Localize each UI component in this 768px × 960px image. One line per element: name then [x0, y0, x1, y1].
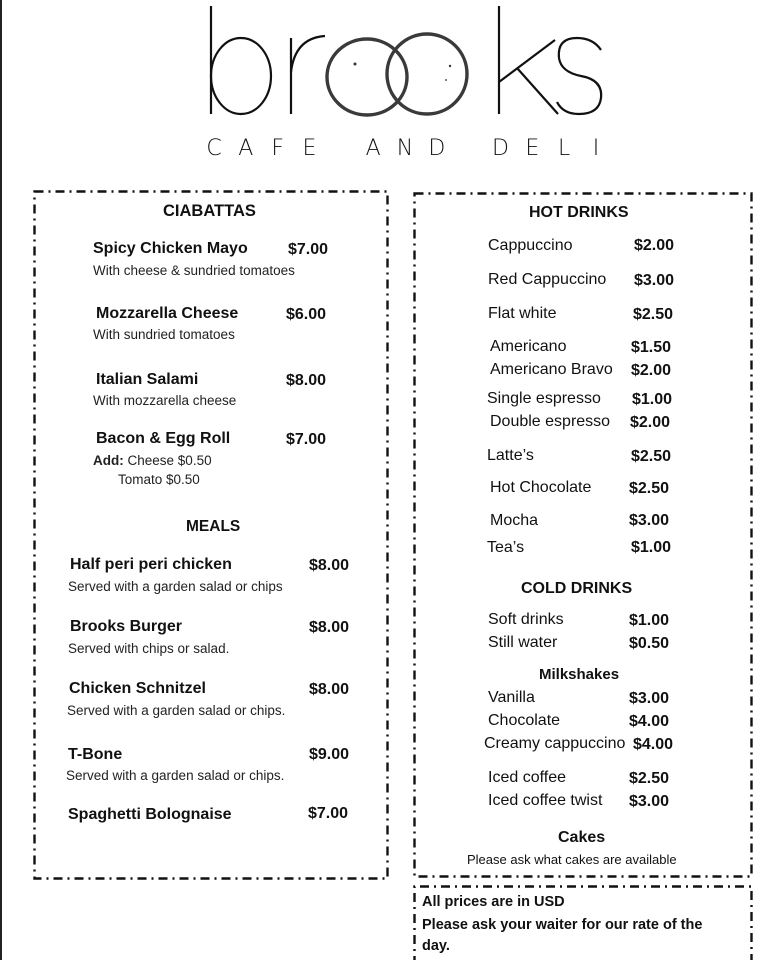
drink-name: Hot Chocolate: [490, 479, 592, 496]
drink-name: Flat white: [488, 305, 557, 322]
drink-name: Soft drinks: [488, 611, 564, 628]
tagline-letter: E: [525, 136, 540, 161]
drink-price: $1.00: [631, 539, 672, 556]
drink-price: $4.00: [629, 713, 670, 730]
menu-item-name: Brooks Burger: [70, 618, 183, 635]
drink-name: Mocha: [490, 512, 539, 529]
drink-name: Americano: [490, 338, 567, 355]
menu-item-price: $8.00: [309, 557, 350, 574]
tagline-letter: D: [428, 136, 446, 161]
addon-option: Cheese $0.50: [127, 453, 212, 468]
section-title-meals: MEALS: [186, 518, 241, 535]
menu-item-price: $8.00: [309, 619, 350, 636]
drink-name: Chocolate: [488, 712, 561, 729]
pricing-notice-panel: [413, 885, 753, 960]
tagline-letter: N: [396, 136, 414, 161]
page-edge-line: [0, 0, 2, 960]
tagline-letter: I: [592, 136, 600, 161]
drink-name: Iced coffee twist: [488, 792, 603, 809]
menu-item-name: Spaghetti Bolognaise: [68, 806, 232, 823]
tagline-letter: E: [302, 136, 317, 161]
menu-item-price: $9.00: [309, 746, 350, 763]
currency-notice: All prices are in USD: [422, 894, 565, 910]
drink-name: Iced coffee: [488, 769, 566, 786]
subsection-title-milkshakes: Milkshakes: [539, 666, 620, 683]
tagline-letter: C: [206, 136, 222, 161]
menu-item-price: $7.00: [308, 805, 349, 822]
drink-price: $2.00: [634, 237, 675, 254]
rate-notice-continued: day.: [422, 938, 450, 954]
drink-price: $3.00: [629, 793, 670, 810]
drink-name: Tea’s: [487, 539, 525, 556]
dash-dot-border: [413, 192, 753, 878]
drink-name: Double espresso: [490, 413, 611, 430]
drink-price: $2.50: [631, 448, 672, 465]
tagline-letter: D: [491, 136, 509, 161]
tagline-letter: F: [271, 136, 284, 161]
menu-item-name: Italian Salami: [96, 371, 199, 388]
menu-item-price: $7.00: [288, 241, 329, 258]
menu-item-name: T-Bone: [68, 746, 123, 763]
section-title-hot-drinks: HOT DRINKS: [529, 204, 629, 221]
menu-item-desc: Served with a garden salad or chips.: [66, 768, 285, 783]
menu-item-name: Mozzarella Cheese: [96, 305, 239, 322]
menu-item-addon: [93, 453, 212, 468]
tagline-letter: L: [557, 136, 571, 161]
brooks-logo: [205, 2, 605, 120]
section-title-cakes: Cakes: [558, 829, 606, 846]
menu-item-price: $8.00: [309, 681, 350, 698]
menu-item-name: Bacon & Egg Roll: [96, 430, 231, 447]
rate-notice: Please ask your waiter for our rate of the: [422, 917, 703, 933]
drink-name: Vanilla: [488, 689, 535, 706]
cakes-note: Please ask what cakes are available: [467, 852, 677, 867]
drink-price: $2.00: [631, 362, 672, 379]
logo-wordmark-icon: [205, 2, 605, 120]
drink-name: Americano Bravo: [490, 361, 613, 378]
drink-price: $1.00: [632, 391, 673, 408]
drink-price: $4.00: [633, 736, 674, 753]
drink-price: $0.50: [629, 635, 670, 652]
drink-price: $2.50: [629, 770, 670, 787]
menu-item-name: Half peri peri chicken: [70, 556, 232, 573]
tagline-letter: A: [365, 136, 381, 161]
drink-price: $1.00: [629, 612, 670, 629]
drink-name: Cappuccino: [488, 237, 573, 254]
menu-item-name: Spicy Chicken Mayo: [93, 240, 248, 257]
drink-price: $3.00: [634, 272, 675, 289]
drink-name: Creamy cappuccino: [484, 735, 626, 752]
drink-price: $2.00: [630, 414, 671, 431]
menu-item-price: $6.00: [286, 306, 327, 323]
menu-item-desc: Served with chips or salad.: [68, 641, 230, 656]
tagline-letter: A: [238, 136, 254, 161]
drink-name: Single espresso: [487, 390, 601, 407]
menu-item-price: $8.00: [286, 372, 327, 389]
menu-item-desc: Served with a garden salad or chips.: [67, 703, 286, 718]
menu-item-price: $7.00: [286, 431, 327, 448]
drink-name: Latte’s: [487, 447, 534, 464]
section-title-ciabattas: CIABATTAS: [163, 202, 256, 220]
menu-item-desc: With sundried tomatoes: [93, 327, 235, 342]
drink-name: Still water: [488, 634, 558, 651]
drink-price: $3.00: [629, 512, 670, 529]
drinks-menu-panel: [413, 192, 753, 878]
menu-item-desc: With cheese & sundried tomatoes: [93, 263, 295, 278]
addon-label: Add:: [93, 453, 124, 468]
menu-item-desc: Served with a garden salad or chips: [68, 579, 283, 594]
menu-item-desc: With mozzarella cheese: [93, 393, 237, 408]
tagline: [205, 136, 605, 161]
drink-price: $2.50: [629, 480, 670, 497]
food-menu-panel: [33, 190, 389, 880]
drink-name: Red Cappuccino: [488, 271, 607, 288]
section-title-cold-drinks: COLD DRINKS: [521, 580, 633, 597]
drink-price: $3.00: [629, 690, 670, 707]
drink-price: $1.50: [631, 339, 672, 356]
menu-item-name: Chicken Schnitzel: [69, 680, 206, 697]
addon-option: Tomato $0.50: [118, 472, 200, 487]
drink-price: $2.50: [633, 306, 674, 323]
